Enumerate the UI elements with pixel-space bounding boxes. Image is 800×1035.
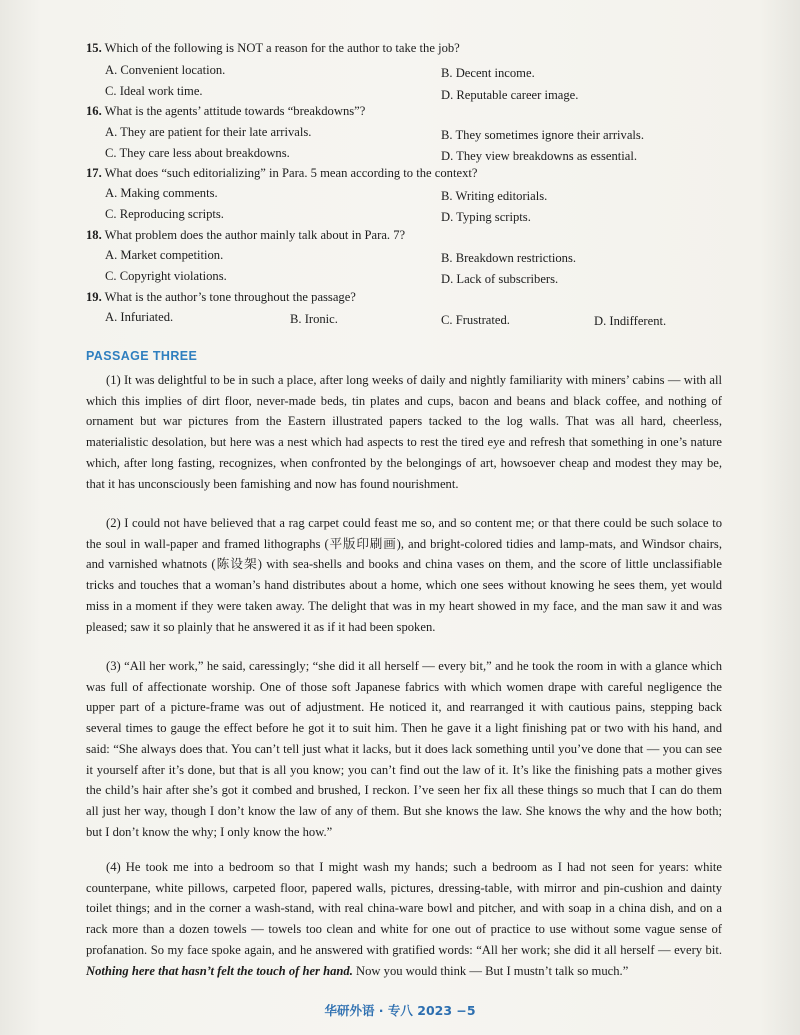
option-c: C. They care less about breakdowns. — [105, 146, 290, 160]
paragraph-1: (1) It was delightful to be in such a place, after long weeks of daily and nightly familiarity with miners’ cabins — with all which this implies of dirt floor, never-made beds, tin plates and cups, bacon and beans and black coffee, and nothing of ornament but war pictures from the Eastern illustrated papers tacked to the log walls. That was all hard, cheerless, materialistic desolation, but here was a nest which had aspects to rest the tired eye and refresh that something in one’s nature which, after long fasting, recognizes, when confronted by the belongings of art, howsoever cheap and modest they may be, that it has unconsciously been famishing and now has found nourishment. — [86, 373, 722, 491]
option-c: C. Frustrated. — [441, 313, 510, 327]
question-18 — [86, 227, 405, 243]
paragraph-2: (2) I could not have believed that a rag carpet could feast me so, and so content me; or that there could be such solace to the soul in wall-paper and framed lithographs (平版印刷画), and bright-colored tidies and lamp-mats, and Windsor chairs, and varnished whatnots (陈设架) with sea-shells and books and china vases on them, and the score of little unclassifiable tricks and touches that a woman’s hand distributes about a home, which one sees without knowing he sees them, yet would miss in a moment if they were taken away. The delight that was in my heart showed in my face, and the man saw it and was pleased; saw it so plainly that he answered it as if it had been spoken. — [86, 516, 722, 634]
question-17 — [86, 165, 477, 181]
option-c: C. Ideal work time. — [105, 84, 203, 98]
paragraph-3: (3) “All her work,” he said, caressingly; “she did it all herself — every bit,” and he took the room in with a glance which was full of affectionate worship. One of those soft Japanese fabrics with which women drape with careful negligence the upper part of a picture-frame was out of adjustment. He noticed it, and rearranged it with cautious pains, stepping back several times to gauge the effect before he got it to suit him. Then he gave it a light finishing pat or two with his hand, and said: “She always does that. You can’t tell just what it lacks, but it does lack something until you’ve done that — you can see it yourself after it’s done, but that is all you know; you can’t find out the law of it. It’s like the finishing pats a mother gives the child’s hair after she’s got it combed and brushed, I reckon. I’ve seen her fix all these things so much that I can do them all just her way, though I don’t know the law of any of them. But she knows the law. She knows the why and the how both; but I don’t know the why; I only know the how.” — [86, 659, 722, 839]
option-d: D. Typing scripts. — [441, 210, 531, 224]
question-text: What problem does the author mainly talk about in Para. 7? — [104, 228, 406, 242]
option-d: D. They view breakdowns as essential. — [441, 149, 637, 163]
question-15 — [86, 40, 460, 56]
question-19 — [86, 289, 356, 305]
question-number: 19. — [86, 290, 102, 304]
option-d: D. Lack of subscribers. — [441, 272, 559, 286]
page-footer: 华研外语 · 专八 2023 −5 — [324, 1003, 476, 1018]
question-text: What is the author’s tone throughout the passage? — [104, 290, 356, 304]
paragraph-4 — [86, 857, 722, 981]
option-c: C. Reproducing scripts. — [105, 207, 224, 221]
paragraph-text: (4) He took me into a bedroom so that I might wash my hands; such a bedroom as I had not seen for years: white counterpane, white pillows, carpeted floor, papered walls, pictures, dressing-table, with mirror and pin-cushion and dainty toilet things; and in the corner a wash-stand, with real china-ware bowl and pitcher, and with soap in a china dish, and on a rack more than a dozen towels — towels too clean and white for one out of practice to use without some vague sense of profanation. So my face spoke again, and he answered with gratified words: “All her work; she did it all herself — every bit. — [86, 860, 722, 957]
option-b: B. They sometimes ignore their arrivals. — [441, 128, 644, 142]
option-b: B. Decent income. — [441, 66, 535, 80]
question-text: What does “such editorializing” in Para. 5 mean according to the context? — [104, 166, 478, 180]
option-a: A. Convenient location. — [105, 63, 226, 77]
option-d: D. Indifferent. — [594, 314, 667, 328]
question-number: 16. — [86, 104, 102, 118]
option-a: A. Infuriated. — [105, 310, 174, 324]
option-a: A. They are patient for their late arrivals. — [105, 125, 312, 139]
option-b: B. Ironic. — [290, 312, 338, 326]
question-text: What is the agents’ attitude towards “breakdowns”? — [104, 104, 366, 118]
option-a: A. Market competition. — [105, 248, 224, 262]
question-number: 18. — [86, 228, 102, 242]
option-d: D. Reputable career image. — [441, 88, 579, 102]
option-b: B. Breakdown restrictions. — [441, 251, 577, 265]
emphasis-text: Nothing here that hasn’t felt the touch of her hand. — [86, 963, 353, 978]
option-a: A. Making comments. — [105, 186, 218, 200]
question-number: 17. — [86, 166, 102, 180]
option-c: C. Copyright violations. — [105, 269, 227, 283]
passage-heading: PASSAGE THREE — [86, 349, 198, 363]
question-16 — [86, 103, 365, 119]
question-number: 15. — [86, 41, 102, 55]
question-text: Which of the following is NOT a reason for the author to take the job? — [104, 41, 460, 55]
paragraph-text: Now you would think — But I mustn’t talk so much.” — [352, 963, 629, 978]
option-b: B. Writing editorials. — [441, 189, 548, 203]
